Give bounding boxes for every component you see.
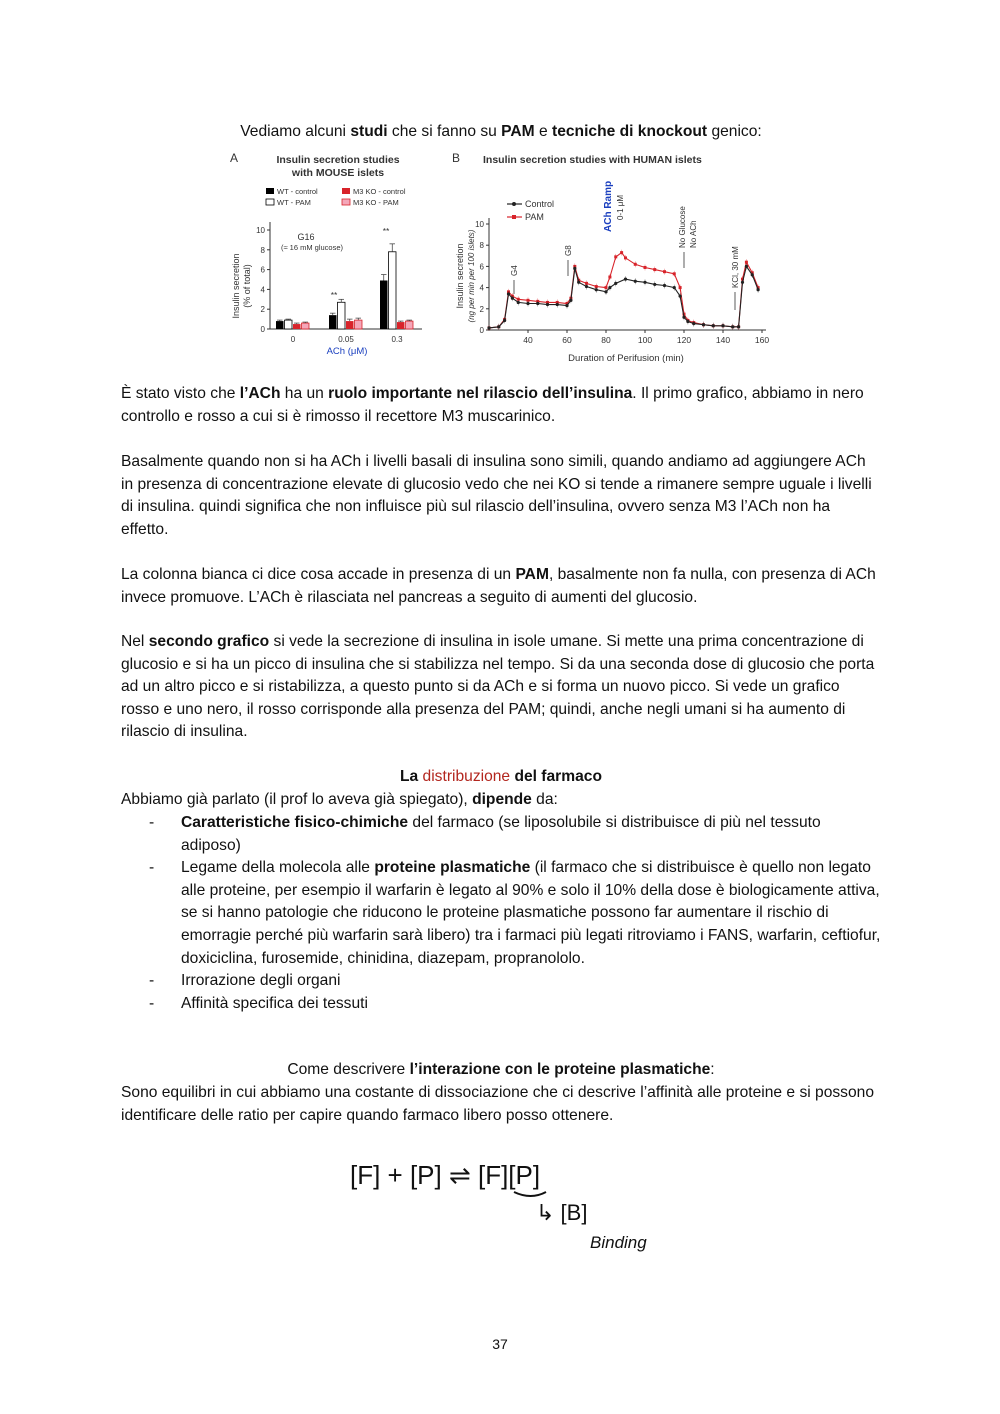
- legend-swatch-ko-control: [342, 188, 350, 194]
- list-item: - Affinità specifica dei tessuti: [149, 994, 368, 1012]
- panel-a-yticks: [256, 226, 270, 334]
- panel-a-ylabel-1: Insulin secretion: [231, 253, 241, 319]
- data-point: [653, 268, 656, 271]
- annotation-no-glucose: No Glucose: [678, 206, 687, 248]
- data-point: [526, 302, 529, 305]
- bar: [355, 320, 363, 329]
- legend-control: Control: [525, 199, 555, 209]
- data-point: [620, 251, 623, 254]
- data-point: [536, 302, 539, 305]
- legend-wt-pam: WT - PAM: [277, 198, 311, 207]
- ytick-label: 4: [260, 285, 265, 295]
- data-point: [653, 283, 656, 286]
- panel-a-letter: A: [230, 151, 239, 165]
- data-point: [585, 285, 588, 288]
- ytick-label: 0: [479, 326, 484, 335]
- xtick-label: 140: [715, 335, 731, 345]
- legend-pam: PAM: [525, 212, 544, 222]
- data-point: [634, 280, 637, 283]
- bar: [329, 315, 337, 329]
- data-point: [507, 292, 510, 295]
- significance-1: **: [330, 290, 338, 300]
- data-point: [511, 297, 514, 300]
- data-point: [634, 263, 637, 266]
- dependency-list: [121, 812, 881, 1015]
- data-point: [503, 319, 506, 322]
- data-point: [487, 326, 490, 329]
- data-point: [712, 324, 715, 327]
- data-point: [604, 290, 607, 293]
- annotation-ach-ramp: ACh Ramp: [603, 180, 614, 232]
- data-point: [692, 322, 695, 325]
- data-point: [643, 281, 646, 284]
- panel-a-title-1: Insulin secretion studies: [276, 154, 400, 166]
- bar: [380, 280, 388, 329]
- annotation-no-ach: No ACh: [689, 220, 698, 248]
- brace-mark: [514, 1192, 546, 1196]
- bar: [397, 322, 405, 329]
- panel-a-bars: [276, 244, 413, 329]
- paragraph-5: Abbiamo già parlato (il prof lo aveva già spiegato), dipende da:: [121, 791, 558, 808]
- ytick-label: 4: [479, 283, 484, 293]
- ytick-label: 8: [479, 241, 484, 251]
- panel-b-yticks: [475, 220, 489, 335]
- legend-wt-control: WT - control: [277, 187, 318, 196]
- legend-swatch-wt-control: [266, 188, 274, 194]
- handwritten-equation: [346, 1148, 666, 1268]
- condition-sub: (≈ 16 mM glucose): [280, 243, 344, 252]
- data-point: [737, 325, 740, 328]
- data-point: [573, 267, 576, 270]
- insulin-secretion-figure: [226, 148, 774, 370]
- data-point: [608, 276, 611, 279]
- ytick-label: 10: [256, 226, 265, 235]
- annotation-kcl: KCl, 30 mM: [731, 246, 740, 288]
- ytick-label: 6: [260, 265, 265, 275]
- series-line-control: [489, 266, 758, 328]
- panel-b-title: Insulin secretion studies with HUMAN islets: [483, 154, 702, 166]
- condition-label: G16: [297, 232, 315, 242]
- data-point: [686, 320, 689, 323]
- data-point: [624, 278, 627, 281]
- data-point: [644, 266, 647, 269]
- data-point: [663, 270, 666, 273]
- data-point: [702, 323, 705, 326]
- panel-a-ylabel-2: (% of total): [242, 264, 252, 308]
- data-point: [741, 281, 744, 284]
- paragraph-4: Nel secondo grafico si vede la secrezione di insulina in isole umane. Si mette una prima concentrazione di glucosio e si ha un picco di insulina che si stabilizza nel tempo. Si da una seconda dose di glucosio che porta ad un altro picco e si ristabilizza, a questo punto si da ACh e si forma un nuovo picco. Si vede un grafico rosso e uno nero, il rosso corrisponde alla presenza del PAM; quindi, anche negli umani si ha aumento di rilascio di insulina.: [121, 633, 875, 741]
- heading-interazione: Come descrivere l’interazione con le proteine plasmatiche:: [287, 1061, 715, 1078]
- paragraph-2: Basalmente quando non si ha ACh i livelli basali di insulina sono simili, quando andiamo ad aggiungere ACh in presenza di concentrazione elevate di glucosio vedo che nei KO si tende a rimanere sempre uguale i livelli di insulina. quindi significa che non influisce più sul rilascio dell’insulina, ovvero senza M3 l’ACh non ha effetto.: [121, 453, 872, 538]
- xtick-label: 0.3: [391, 335, 403, 344]
- data-point: [682, 316, 685, 319]
- data-point: [565, 304, 568, 307]
- data-point: [751, 273, 754, 276]
- ytick-label: 0: [260, 325, 265, 334]
- data-point: [614, 282, 617, 285]
- data-point: [517, 301, 520, 304]
- ytick-label: 6: [479, 262, 484, 272]
- data-point: [546, 303, 549, 306]
- panel-b-xticks: [523, 330, 769, 345]
- data-point: [614, 255, 617, 258]
- data-point: [569, 299, 572, 302]
- bar: [346, 321, 354, 329]
- panel-b-lines: [487, 250, 759, 331]
- panel-b-letter: B: [452, 151, 461, 165]
- page-number: 37: [492, 1336, 508, 1352]
- ytick-label: 8: [260, 245, 265, 255]
- xtick-label: 160: [754, 335, 770, 345]
- bar: [338, 302, 346, 329]
- xtick-label: 100: [637, 335, 653, 345]
- paragraph-1: È stato visto che l’ACh ha un ruolo importante nel rilascio dell’insulina. Il primo grafico, abbiamo in nero controllo e rosso a cui si è rimosso il recettore M3 muscarinico.: [121, 385, 864, 425]
- bar: [285, 320, 293, 329]
- panel-a-title-2: with MOUSE islets: [291, 167, 385, 179]
- data-point: [721, 324, 724, 327]
- bar: [406, 321, 414, 329]
- intro-line: Vediamo alcuni studi che si fanno su PAM e tecniche di knockout genico:: [240, 123, 762, 140]
- bar: [293, 324, 301, 329]
- result-text: ↳ [B]: [536, 1200, 588, 1225]
- equation-text: [F] + [P] ⇌ [F][P]: [350, 1160, 541, 1190]
- xtick-label: 80: [601, 335, 611, 345]
- bar: [389, 252, 397, 329]
- list-item: - Caratteristiche fisico-chimiche del farmaco (se liposolubile si distribuisce di più nel tessuto adiposo): [149, 814, 821, 854]
- panel-a-xlabel: ACh (μM): [326, 346, 368, 357]
- list-item: - Legame della molecola alle proteine plasmatiche (il farmaco che si distribuisce è quello non legato alle proteine, per esempio il warfarin è legato al 90% e solo il 10% della dose è biologicamente attiva, se si hanno patologie che riducono le proteine plasmatiche possono far aumentare il rischio di emorragie perché più warfarin sarà libero) tra i farmaci più legati ritroviamo i FANS, warfarin, ceftiofur, doxiciclina, furosemide, chinidina, diazepam, propranololo.: [149, 859, 881, 967]
- paragraph-6: Sono equilibri in cui abbiamo una costante di dissociazione che ci descrive l’affinità alle proteine e si possono identificare delle ratio per capire quando farmaco libero posso ottenere.: [121, 1084, 874, 1124]
- annotation-g8: G8: [564, 245, 573, 256]
- bar: [302, 323, 310, 329]
- data-point: [673, 272, 676, 275]
- data-point: [679, 286, 682, 289]
- legend-swatch-ko-pam: [342, 199, 350, 205]
- data-point: [673, 286, 676, 289]
- data-point: [595, 288, 598, 291]
- significance-2: **: [382, 226, 390, 236]
- data-point: [608, 286, 611, 289]
- panel-b: [452, 151, 769, 364]
- heading-distribuzione: La distribuzione del farmaco: [400, 768, 602, 785]
- data-point: [605, 286, 608, 289]
- data-point: [624, 256, 627, 259]
- data-point: [745, 261, 748, 264]
- panel-b-ylabel-2: (ng per min per 100 islets): [467, 229, 476, 323]
- data-point: [757, 288, 760, 291]
- xtick-label: 60: [562, 335, 572, 345]
- xtick-label: 40: [523, 335, 533, 345]
- data-point: [497, 325, 500, 328]
- data-point: [663, 284, 666, 287]
- data-point: [745, 265, 748, 268]
- annotation-g4: G4: [510, 265, 519, 276]
- panel-a: [230, 151, 422, 357]
- legend-ko-control: M3 KO - control: [353, 187, 406, 196]
- paragraph-3: La colonna bianca ci dice cosa accade in presenza di un PAM, basalmente non fa nulla, con presenza di ACh invece promuove. L’ACh è rilasciata nel pancreas a seguito di aumenti del glucosio.: [121, 566, 876, 606]
- binding-label: Binding: [590, 1233, 647, 1252]
- legend-ko-pam: M3 KO - PAM: [353, 198, 399, 207]
- ytick-label: 2: [479, 304, 484, 314]
- ytick-label: 10: [475, 220, 484, 229]
- panel-a-xticks: [291, 335, 403, 344]
- legend-swatch-wt-pam: [266, 199, 274, 205]
- bar: [276, 321, 284, 329]
- annotation-ach-dose: 0-1 μM: [616, 194, 625, 220]
- ytick-label: 2: [260, 305, 265, 315]
- xtick-label: 0.05: [338, 335, 354, 344]
- data-point: [556, 303, 559, 306]
- legend-marker-control: [512, 202, 516, 206]
- series-line-pam: [489, 253, 758, 328]
- xtick-label: 120: [676, 335, 692, 345]
- legend-marker-pam: [512, 215, 516, 219]
- data-point: [679, 294, 682, 297]
- data-point: [731, 325, 734, 328]
- xtick-label: 0: [290, 335, 296, 344]
- data-point: [577, 281, 580, 284]
- panel-b-xlabel: Duration of Perifusion (min): [568, 353, 684, 364]
- panel-b-ylabel-1: Insulin secretion: [455, 243, 465, 309]
- list-item: - Irrorazione degli organi: [149, 972, 341, 990]
